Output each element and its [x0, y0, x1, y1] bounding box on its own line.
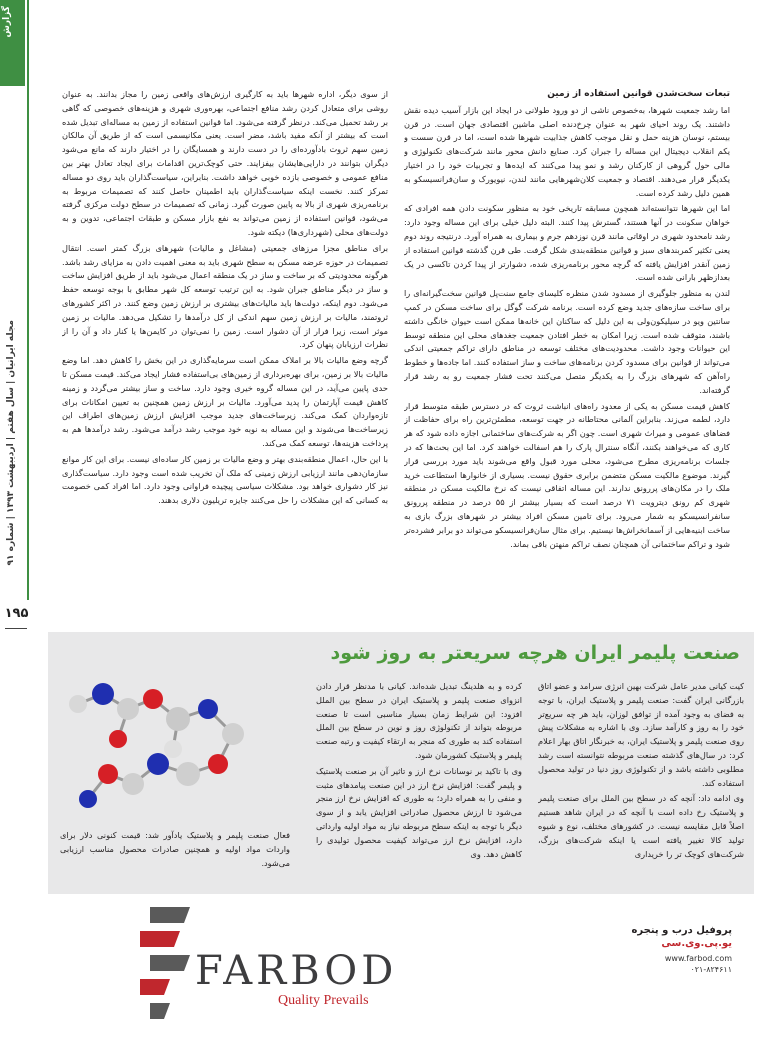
brand-name: FARBOD	[195, 948, 398, 994]
paragraph: گرچه وضع مالیات بالا بر املاک ممکن است سرمایه‌گذاری در این بخش را کاهش دهد. اما وضع مالیات بالا بر زمین، برای بهره‌برداری از زمین‌های بی‌استفاده فشار ایجاد می‌کند. قیمت مسکن تا حدی پایین می‌آید، در این مساله گروه خیری وجود دارد. ساخت و ساز بیشتر می‌گردد و زمینه کاهش قیمت آپارتمان را پدید می‌آورد. مالیات بر ارزش زمین همچنین به تعیین امکانات برای تازه‌واردان کمک می‌کند. زیرساخت‌های جدید موجب افزایش ارزش زمین‌های اطراف این زیرساخت‌ها می‌شوند و این مساله به نوبه خود موجب رشد درآمد می‌شود. رشد درآمدها هم به پرداخت هزینه‌ها، توسعه کمک می‌کند.	[62, 355, 388, 448]
section-tab	[0, 0, 25, 86]
paragraph: کاهش قیمت مسکن به یکی از معدود راه‌های انباشت ثروت که در دسترس طبقه متوسط قرار دارد، لطمه می‌زند. بنابراین آلمانی محتاطانه در جهت توسعه، مطمئن‌ترین راه برای حفاظت از فضاهای عمومی و میراث شهری است. چون اگر به شرکت‌های ساختمانی اجازه داده شود که هر کاری که می‌خواهند بکنند، آنگاه سنترال پارک را هم اسفالت خواهند کرد. اما این بحث‌ها که در جلسات برنامه‌ریزی مطرح می‌شود، محلی مورد قبول واقع می‌شوند باید مورد بررسی قرار گیرند. موضوع مالکیت مسکن متضمن برابری حقوق نیست. بسیاری از خانوارها استطاعت خرید ملک را در مکان‌های پررونق ندارند. این مساله اتفاقی نیست که نرخ مالکیت مسکن در منطقه شهری کم رونق دیترویت ۷۱ درصد است که بسیار بیشتر از ۵۵ درصد در منطقه پررونق سانفرانسیسکو به شمار می‌رود. برای تامین مسکن افراد بیشتر در شهرهای بزرگ بازی به ساخت ابنیه‌هایی از آسمانخراش‌ها نیستیم. برای مثال سان‌فرانسیسکو می‌تواند دو برابر فشرده‌تر شود و تراکم ساختمانی آن همچنان نصف تراکم منهتن باقی بماند.	[404, 400, 730, 549]
box-title: صنعت پلیمر ایران هرچه سریعتر به روز شود	[330, 642, 740, 664]
box-column-2	[316, 680, 522, 885]
farbod-logo-mark	[136, 907, 190, 1019]
sidebar-rule	[27, 0, 29, 600]
section-label: گزارش	[2, 6, 12, 38]
article-column-left	[62, 88, 388, 623]
paragraph: اما رشد جمعیت شهرها، به‌خصوص ناشی از دو ورود طولانی در ایجاد این بازار آسیب دیده نقش داشتند. یک روند احیای شهر به عنوان چرخ‌دنده اصلی ماشین اقتصادی جهان است. در قرن بیستم، نوسان هزینه حمل و نقل موجب کاهش جذابیت شهرها شده است، اما در قرن سست و یکم انقلاب دیجیتال این مساله را جبران کرد. صنایع دانش محور مانند شرکت‌های تکنولوژی و مالی حول گروهی از کارکنان رشد و نمو پیدا می‌کنند که ایده‌ها و تجربیات خود را در اختیار یکدیگر قرار می‌دهند. اقتصاد و جمعیت کلان‌شهرهایی مانند لندن، نیویورک و سان‌فرانسیسکو به همین دلیل رشد کرده است.	[404, 104, 730, 198]
paragraph: اما این شهرها نتوانسته‌اند همچون مسابقه تاریخی خود به منظور سکونت دادن همه افرادی که خواهان سکونت در آنها هستند، گسترش پیدا کنند. البته دلیل خیلی برای این مساله وجود دارد: رشد نامحدود شهری در اوقاتی مانند قرن نوزدهم جرم و بیماری به همراه آورد. درنتیجه روند دوم یعنی تکثیر کمربندهای سبز و قوانین منطقه‌بندی شکل گرفت. طی قرن گذشته قوانین استفاده از زمین آنقدر افزایش یافته که گرچه محور برنامه‌ریزی شده، دشوارتر از پیدا کردن تاکسی در یک بعدازظهر بارانی شده است.	[404, 203, 730, 283]
box-caption: فعال صنعت پلیمر و پلاستیک یادآور شد: قیمت کنونی دلار برای واردات مواد اولیه و همچنین صادرات محصول مناسب ارزیابی می‌شود.	[60, 830, 290, 868]
issue-line: مجله ایرانیان | سال هفتم | اردیبهشت ۱۳۹۳ | شماره ۹۱	[6, 320, 16, 566]
paragraph: با این حال، اعمال منطقه‌بندی بهتر و وضع مالیات بر زمین کار ساده‌ای نیست. برای این کار موانع سازمان‌دهی مانند ارزیابی ارزش زمینی که ملک آن تخریب شده است وجود دارد. سیاست‌گذاری نیز کار دشواری خواهد بود. مشکلات سیاسی پیچیده فراوانی وجود دارد. اما افراد کمی خصومت به کسانی که این مشکلات را حل می‌کنند جایزه تریلیون دلاری بدهند.	[62, 453, 388, 506]
paragraph: وی ادامه داد: آنچه که در سطح بین الملل برای صنعت پلیمر و پلاستیک رخ داده است با آنچه که در ایران شاهد هستیم اصلاً قابل مقایسه نیست. در کشورهای مختلف، نوع و شیوه تولید کالا تغییر یافته است یا اینکه شرکت‌های بزرگ، شرکت‌های کوچک تر را خریداری	[538, 793, 744, 859]
page-number: ۱۹۵	[4, 606, 29, 621]
article-column-right	[404, 88, 730, 623]
ad-subtitle: یو.پی.وی.سی	[661, 938, 732, 949]
box-column-1	[538, 680, 744, 885]
paragraph: وی با تاکید بر نوسانات نرخ ارز و تاثیر آن بر صنعت پلاستیک و پلیمر گفت: افزایش نرخ ارز در این صنعت پیامدهای مثبت و منفی را به همراه دارد؛ به طوری که افزایش نرخ ارز منجر می‌شود تا ارزش محصول صادراتی افزایش یابد و از سوی دیگر با توجه به اینکه سطح مربوطه نیاز به مواد اولیه وارداتی دارد، افزایش نرخ ارز می‌تواند کیفیت محصول تولیدی را کاهش دهد. وی	[316, 765, 522, 859]
molecule-image	[58, 664, 258, 829]
ad-title: پروفیل درب و پنجره	[631, 925, 732, 936]
paragraph: کرده و به هلدینگ تبدیل شده‌اند. کیانی با مدنظر قرار دادن انزوای صنعت پلیمر و پلاستیک ایران در سطح بین الملل افزود: این شرایط زمان بسیار مناسبی است تا صنعت مربوطه بتواند از تکنولوژی روز و نوین در سطح بین الملل استفاده کند به طوری که منجر به ارتقاء کیفیت و رتبه صنعت پلیمر و پلاستیک کشورمان شود.	[316, 681, 522, 760]
article-body	[62, 88, 730, 623]
paragraph: برای مناطق مجزا مرزهای جمعیتی (مشاغل و مالیات) شهرهای بزرگ کمتر است. انتقال تصمیمات در حوزه عرضه مسکن به سطح شهری باید به معنی اهمیت دادن به مزایای رشد باشد. هرگونه محدودیتی که بر ساخت و ساز در یک منطقه اعمال می‌شود باید از طریق افزایش ساخت و ساز در دیگر مناطق جبران شود. به این ترتیب توسعه کل شهر مطابق با بوجه توسعه حفظ می‌شود. دوم اینکه، دولت‌ها باید مالیات‌های بیشتری بر ارزش زمین وضع کنند. در اکثر کشورهای ثروتمند، مالیات بر ارزش زمین سهم اندکی از کل درآمدها را تشکیل می‌دهد. مالیات بر زمین موثر است، زیرا فرار از آن دشوار است. زمین را نمی‌توان در کایمن‌ها یا کنار داد و آن را از نظرات ارزیابان پنهان کرد.	[62, 242, 388, 350]
sidebar	[0, 0, 33, 1045]
paragraph: از سوی دیگر، اداره شهرها باید به کارگیری ارزش‌های واقعی زمین را مجاز بدانند. به عنوان روشی برای متعادل کردن رشد منافع اجتماعی، بهره‌وری شهری و هزینه‌های خصوصی که گاهی بر رشد تحمیل می‌کند. درنظر گرفته می‌شود. اما قوانین استفاده از زمین به مساله‌ای تبدیل شده است که بیشتر از آنکه مفید باشد، مضر است. یعنی مکانیسمی است که از طریق آن مالکان زمین سهم ثروت بادآورده‌ای را در دست دارند و همسایگان را در اختیار دارند که مانع می‌شود دیگران بتوانند در دارایی‌هایشان بیفزایند. حتی کوچک‌ترین اقدامات برای ایجاد تعادل بهتر بین منافع عمومی و خصوصی بازده خوبی خواهد داشت. بنابراین، سیاست‌گذاران باید روی دو مساله تمرکز کنند. نخست اینکه سیاست‌گذاران باید اطمینان حاصل کنند که تصمیمات مربوط به برنامه‌ریزی شهری از بالا به پایین صورت گیرد. زمانی که تصمیمات در سطح دولت مرکزی گرفته می‌شود، قوانین استفاده از زمین می‌تواند به نفع بازار مسکن و طبقات اجتماعی، تدوین و به دولت‌های محلی (شهرداری‌ها) دیکته شود.	[62, 89, 388, 237]
page-number-rule	[5, 628, 27, 629]
paragraph: لندن به منظور جلوگیری از مسدود شدن منظره کلیسای جامع سنت‌پل قوانین سخت‌گیرانه‌ای را برای ساخت سازه‌های جدید وضع کرده است. برنامه شرکت گوگل برای ساخت مسکن در کمپ سانتین ویو در سیلیکون‌ولی به این دلیل که ساکنان این خانه‌ها ممکن است حیوان خانگی داشته باشند، متوقف شده است. زیرا امکان به خطر افتادن جمعیت جغدهای محلی این منطقه توسط این حیوانات وجود داشت. محدودیت‌های مختلف توسعه در مناطق دارای تراکم جمعیتی اندکی می‌تواند از قوانین برای مسدود کردن برنامه‌های ساخت و ساز استفاده کنند. اما جاده‌ها و خطوط راه‌آهن که شهرهای بزرگ را به یکدیگر متصل می‌کنند تحت فشار جمعیت رو به رشد قرار گرفته‌اند.	[404, 288, 730, 395]
ad-info	[572, 925, 732, 974]
brand-tagline: Quality Prevails	[278, 993, 369, 1008]
paragraph: کیت کیانی مدیر عامل شرکت بهین انرژی سرامد و عضو اتاق بازرگانی ایران گفت: صنعت پلیمر و پلاستیک ایران، با توجه به فضای به وجود آمده از توافق لوزان، باید هر چه سریع‌تر خود را به روز و کارآمد سازد. وی با اشاره به مشکلات پیش روی صنعت پلیمر و پلاستیک ایران، به خبرنگار اتاق بهار اعلام کرد: در سال‌های گذشته صنعت مربوطه نتوانسته است رشد مطلوبی داشته باشد و از تکنولوژی روز دنیا در تولید محصول استفاده کند.	[538, 681, 744, 788]
ad-website: www.farbod.com	[664, 954, 732, 963]
article-heading: تبعات سخت‌شدن قوانین استفاده از زمین	[547, 89, 730, 99]
ad-phone: ۰۲۱-۸۲۴۶۱۱	[690, 965, 732, 974]
